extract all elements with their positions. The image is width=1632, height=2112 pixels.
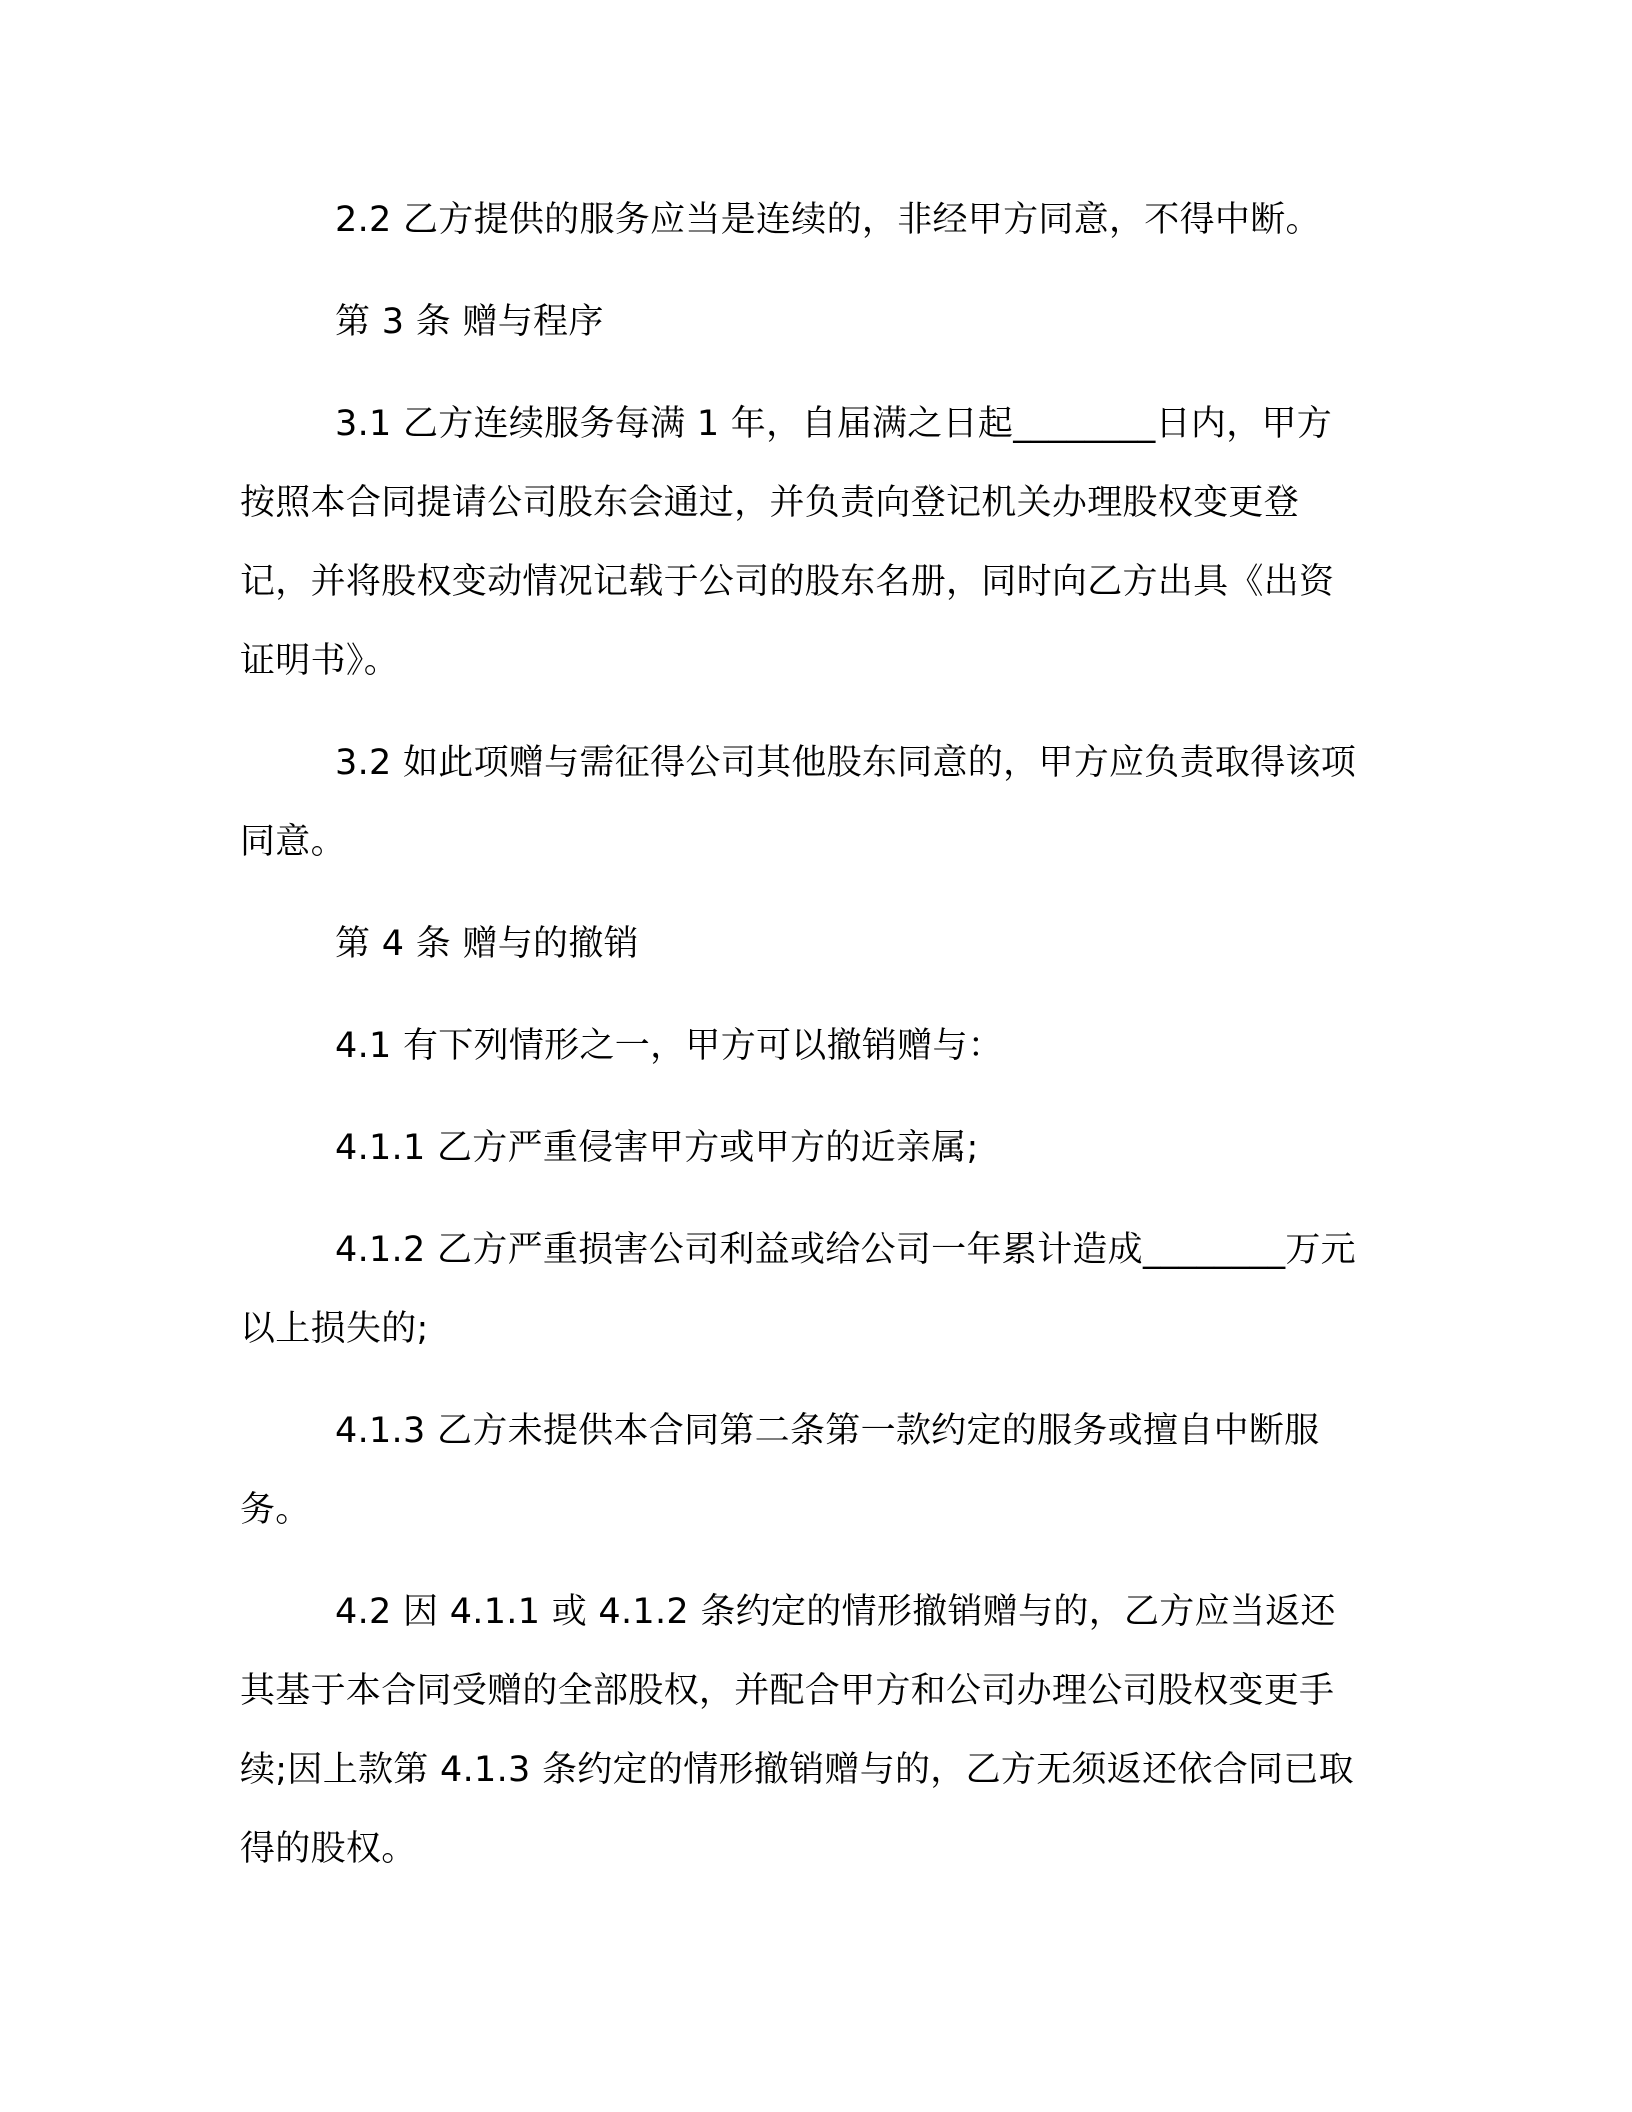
paragraph-4-1: 4.1 有下列情形之一，甲方可以撤销赠与： [335,1026,1004,1066]
paragraph-3-2: 3.2 如此项赠与需征得公司其他股东同意的，甲方应负责取得该项同意。 [240,743,1357,862]
paragraph-4-1-1: 4.1.1 乙方严重侵害甲方或甲方的近亲属; [335,1128,979,1168]
document-body [240,181,1362,1889]
heading-article-4: 第 4 条 赠与的撤销 [335,924,639,964]
paragraph-2-2: 2.2 乙方提供的服务应当是连续的，非经甲方同意，不得中断。 [335,200,1321,240]
paragraph-4-1-2: 4.1.2 乙方严重损害公司利益或给公司一年累计造成________万元以上损失的; [240,1230,1356,1349]
paragraph-3-1: 3.1 乙方连续服务每满 1 年，自届满之日起________日内，甲方按照本合同提请公司股东会通过，并负责向登记机关办理股权变更登记，并将股权变动情况记载于公司的股东名册，同时向乙方出具《出资证明书》。 [240,404,1335,681]
heading-article-3: 第 3 条 赠与程序 [335,302,604,342]
paragraph-4-2: 4.2 因 4.1.1 或 4.1.2 条约定的情形撤销赠与的，乙方应当返还其基于本合同受赠的全部股权，并配合甲方和公司办理公司股权变更手续;因上款第 4.1.3 条约定的情形撤销赠与的，乙方无须返还依合同已取得的股权。 [240,1592,1354,1869]
paragraph-4-1-3: 4.1.3 乙方未提供本合同第二条第一款约定的服务或擅自中断服务。 [240,1411,1320,1530]
